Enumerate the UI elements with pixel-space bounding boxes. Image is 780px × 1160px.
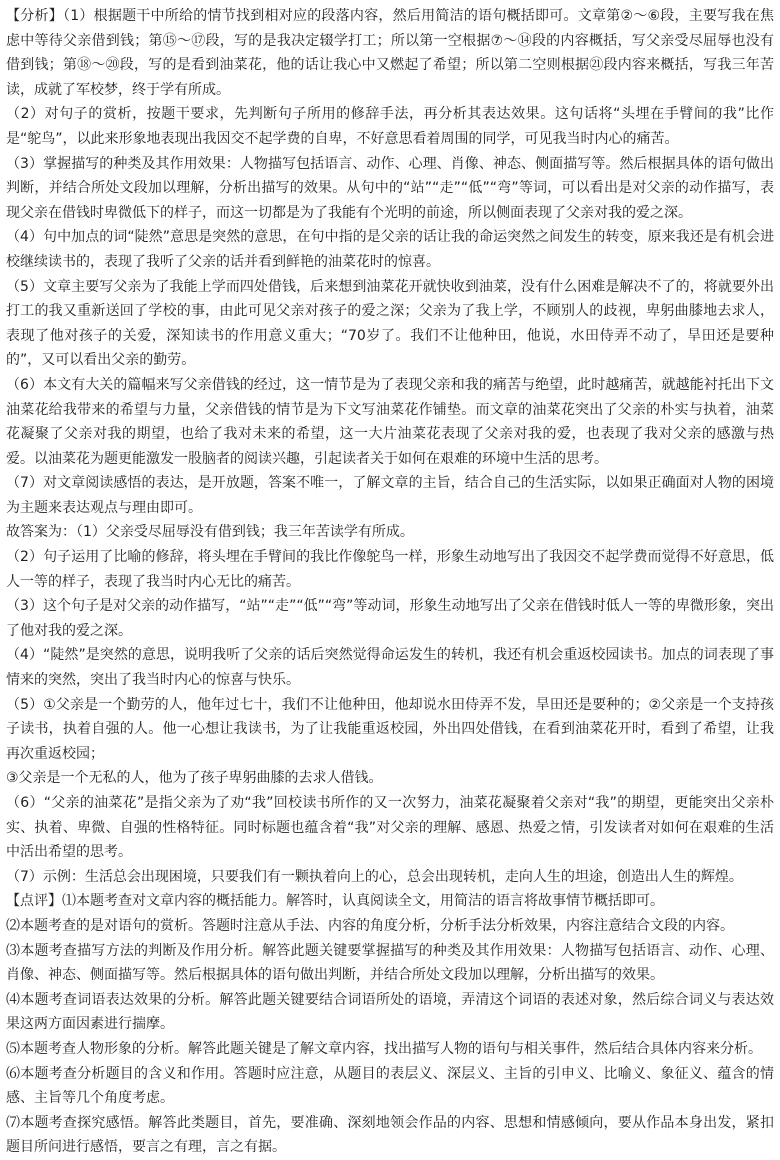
comment-q3-paragraph: ⑶本题考查描写方法的判断及作用分析。解答此题关键要掌握描写的种类及其作用效果：人物描写包括语言、动作、心理、肖像、神态、侧面描写等。然后根据具体的语句做出判断，并结合所处文段加以理解，分析出描写的效果。	[6, 942, 774, 984]
analysis-intro-paragraph: 【分析】（1）根据题干中所给的情节找到相对应的段落内容，然后用简洁的语句概括即可。文章第②～⑥段，主要写我在焦虑中等待父亲借到钱；第⑮～⑰段，写的是我决定辍学打工；所以第一空根据⑦～⑭段的内容概括，写父亲受尽屈辱也没有借到钱；第⑱～⑳段，写的是看到油菜花，他的话让我心中又燃起了希望；所以第二空则根据㉑段内容来概括，写我三年苦读，成就了军校梦，终于学有所成。	[6, 8, 774, 98]
comment-q1-paragraph: 【点评】⑴本题考查对文章内容的概括能力。解答时，认真阅读全文，用简洁的语言将故事情节概括即可。	[6, 893, 664, 910]
comment-q4-paragraph: ⑷本题考查词语表达效果的分析。解答此题关键要结合词语所处的语境，弄清这个词语的表述对象，然后综合词义与表达效果这两方面因素进行揣摩。	[6, 991, 774, 1033]
analysis-q6-paragraph: （6）本文有大关的篇幅来写父亲借钱的经过，这一情节是为了表现父亲和我的痛苦与绝望，此时越痛苦，就越能衬托出下文油菜花给我带来的希望与力量，父亲借钱的情节是为下文写油菜花作铺垫。而文章的油菜花突出了父亲的朴实与执着，油菜花凝聚了父亲对我的期望，也给了我对未来的希望，这一大片油菜花表现了父亲对我的爱，也表现了我对父亲的感激与热爱。以油菜花为题更能激发一股脑者的阅读兴趣，引起读者关于如何在艰难的环境中生活的思考。	[6, 376, 774, 467]
comment-q2-paragraph: ⑵本题考查的是对语句的赏析。答题时注意从手法、内容的角度分析，分析手法分析效果，内容注意结合文段的内容。	[6, 917, 734, 934]
answer-q1-paragraph: 故答案为：（1）父亲受尽屈辱没有借到钱；我三年苦读学有所成。	[6, 524, 414, 541]
comment-q6-paragraph: ⑹本题考查分析题目的含义和作用。答题时应注意，从题目的表层义、深层义、主旨的引申义、比喻义、象征义、蕴含的情感、主旨等几个角度考虑。	[6, 1065, 774, 1107]
analysis-q5-paragraph: （5）文章主要写父亲为了我能上学而四处借钱，后来想到油菜花开就快收到油菜，没有什么困难是解决不了的，将就要外出打工的我又重新送回了学校的事，由此可见父亲对孩子的爱之深；父亲为了我上学，不顾别人的歧视，卑躬曲膝地去求人，表现了他对孩子的关爱，深知读书的作用意义重大；“70岁了。我们不让他种田，他说，水田侍弄不动了，旱田还是要种的”，又可以看出父亲的勤劳。	[6, 278, 774, 369]
analysis-q3-paragraph: （3）掌握描写的种类及其作用效果：人物描写包括语言、动作、心理、肖像、神态、侧面描写等。然后根据具体的语句做出判断，并结合所处文段加以理解，分析出描写的效果。从句中的“站”“走”“低”“弯”等词，可以看出是对父亲的动作描写，表现父亲在借钱时卑微低下的样子，而这一切都是为了我能有个光明的前途，所以侧面表现了父亲对我的爱之深。	[6, 155, 774, 221]
analysis-q7-paragraph: （7）对文章阅读感悟的表达，是开放题，答案不唯一，了解文章的主旨，结合自己的生活实际，以如果正确面对人物的困境为主题来表达观点与理由即可。	[6, 475, 774, 516]
answer-q6-paragraph: （6）“父亲的油菜花”是指父亲为了劝“我”回校读书所作的又一次努力，油菜花凝聚着父亲对“我”的期望，更能突出父亲朴实、执着、卑微、自强的性格特征。同时标题也蕴含着“我”对父亲的理解、感恩、热爱之情，引发读者对如何在艰难的生活中活出希望的思考。	[6, 795, 774, 861]
analysis-q2-paragraph: （2）对句子的赏析，按题干要求，先判断句子所用的修辞手法，再分析其表达效果。这句话将“头埋在手臂间的我”比作是“鸵鸟”，以此来形象地表现出我因交不起学费的自卑，不好意思看着周围的同学，可见我当时内心的痛苦。	[6, 106, 774, 147]
answer-q2-paragraph: （2）句子运用了比喻的修辞，将头埋在手臂间的我比作像鸵鸟一样，形象生动地写出了我因交不起学费而觉得不好意思，低人一等的样子，表现了我当时内心无比的痛苦。	[6, 549, 774, 590]
answer-q5-paragraph: （5）①父亲是一个勤劳的人，他年过七十，我们不让他种田，他却说水田侍弄不发，旱田还是要种的；②父亲是一个支持孩子读书，执着自强的人。他一心想让我读书，为了让我能重返校园，外出四处借钱，在看到油菜花开时，看到了希望，让我再次重返校园；	[6, 696, 774, 762]
comment-q5-paragraph: ⑸本题考查人物形象的分析。解答此题关键是了解文章内容，找出描写人物的语句与相关事件，然后结合具体内容来分析。	[6, 1040, 762, 1057]
comment-q7-paragraph: ⑺本题考查探究感悟。解答此类题目，首先，要准确、深刻地领会作品的内容、思想和情感倾向，要从作品本身出发，紧扣题目所问进行感悟，要言之有理，言之有据。	[6, 1114, 774, 1156]
answer-q4-paragraph: （4）“陡然”是突然的意思，说明我听了父亲的话后突然觉得命运发生的转机，我还有机会重返校园读书。加点的词表现了事情来的突然，突出了我当时内心的惊喜与快乐。	[6, 647, 774, 689]
analysis-q4-paragraph: （4）句中加点的词“陡然”意思是突然的意思，在句中指的是父亲的话让我的命运突然之间发生的转变，原来我还是有机会进校继续读书的，表现了我听了父亲的话并看到鲜艳的油菜花时的惊喜。	[6, 229, 774, 270]
answer-q7-paragraph: （7）示例：生活总会出现困境，只要我们有一颗执着向上的心，总会出现转机，走向人生的坦途，创造出人生的辉煌。	[6, 868, 743, 885]
answer-q5-point3-paragraph: ③父亲是一个无私的人，他为了孩子卑躬曲膝的去求人借钱。	[6, 770, 383, 787]
answer-q3-paragraph: （3）这个句子是对父亲的动作描写，“站”“走”“低”“弯”等动词，形象生动地写出了父亲在借钱时低人一等的卑微形象，突出了他对我的爱之深。	[6, 598, 774, 639]
